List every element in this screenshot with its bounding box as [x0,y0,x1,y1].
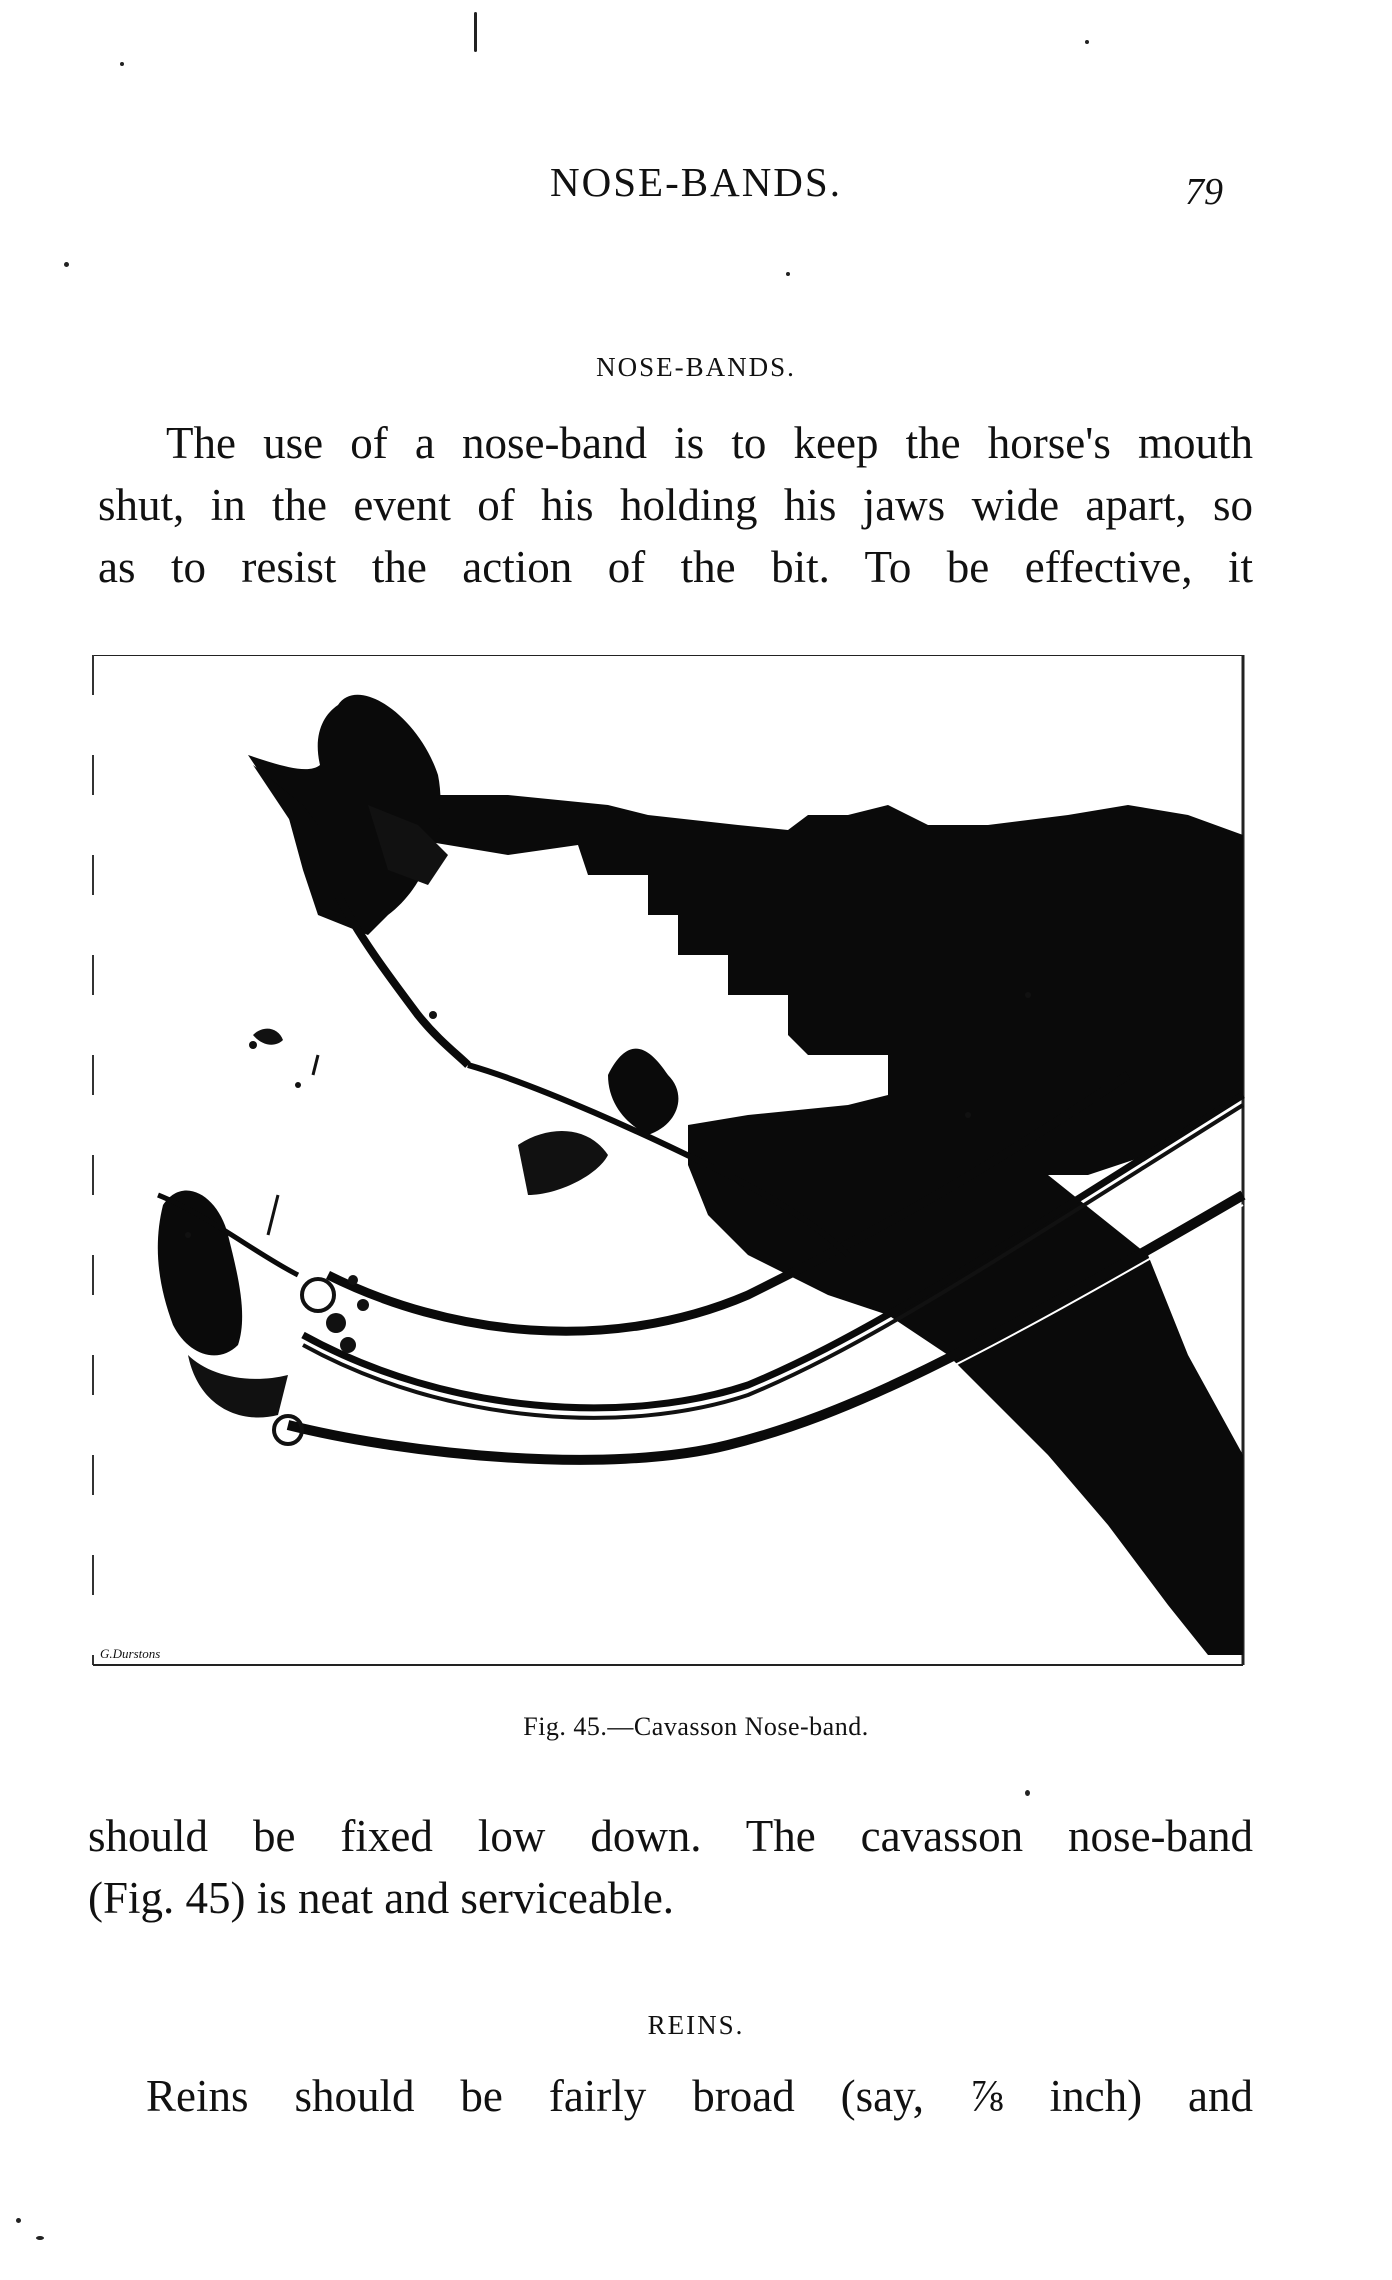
figure-caption: Fig. 45.—Cavasson Nose-band. [523,1712,869,1741]
paragraph-line: as to resist the action of the bit. To be effective, it [98,542,1253,592]
page-number: 79 [1185,171,1223,213]
paragraph-line: (Fig. 45) is neat and serviceable. [88,1873,675,1923]
section-heading-reins: REINS. [647,2010,745,2040]
paragraph-line: should be fixed low down. The cavasson nose-band [88,1811,1253,1861]
engraver-signature: G.Durstons [100,1646,161,1661]
paragraph-line: Reins should be fairly broad (say, ⅞ inch) and [146,2071,1253,2121]
running-head: NOSE-BANDS. [550,159,842,205]
section-heading-nose-bands: NOSE-BANDS. [596,352,796,382]
paragraph-line: The use of a nose-band is to keep the horse's mouth [166,418,1253,468]
paragraph-line: shut, in the event of his holding his jaws wide apart, so [98,480,1253,530]
figure-horse-head-photo [88,655,1248,1670]
